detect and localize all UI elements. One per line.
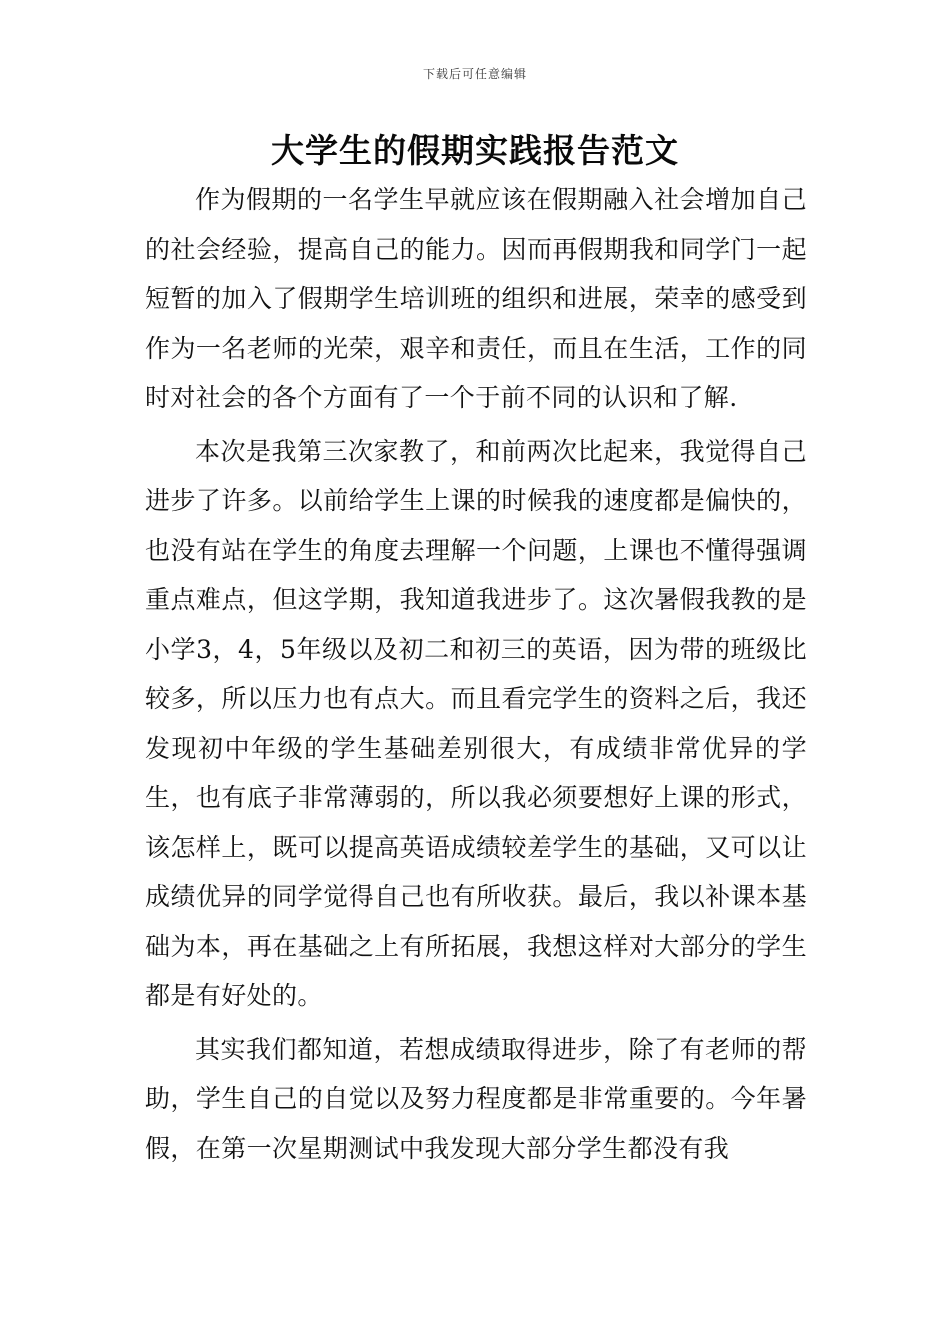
paragraph-3: 其实我们都知道，若想成绩取得进步，除了有老师的帮助，学生自己的自觉以及努力程度都是非常重要的。今年暑假，在第一次星期测试中我发现大部分学生都没有我 <box>145 1034 807 1163</box>
paragraph-2: 本次是我第三次家教了，和前两次比起来，我觉得自己进步了许多。以前给学生上课的时候我的速度都是偏快的，也没有站在学生的角度去理解一个问题，上课也不懂得强调重点难点，但这学期，我知道我进步了。这次暑假我教的是小学3，4，5年级以及初二和初三的英语，因为带的班级比较多，所以压力也有点大。而且看完学生的资料之后，我还发现初中年级的学生基础差别很大，有成绩非常优异的学生，也有底子非常薄弱的，所以我必须要想好上课的形式，该怎样上，既可以提高英语成绩较差学生的基础，又可以让成绩优异的同学觉得自己也有所收获。最后，我以补课本基础为本，再在基础之上有所拓展，我想这样对大部分的学生都是有好处的。 <box>145 436 807 1010</box>
document-body <box>145 175 807 1173</box>
paragraph-1: 作为假期的一名学生早就应该在假期融入社会增加自己的社会经验，提高自己的能力。因而再假期我和同学门一起短暂的加入了假期学生培训班的组织和进展，荣幸的感受到作为一名老师的光荣，艰辛和责任，而且在生活，工作的同时对社会的各个方面有了一个于前不同的认识和了解. <box>145 185 807 412</box>
header-note: 下载后可任意编辑 <box>422 67 527 81</box>
document-title: 大学生的假期实践报告范文 <box>271 131 679 170</box>
